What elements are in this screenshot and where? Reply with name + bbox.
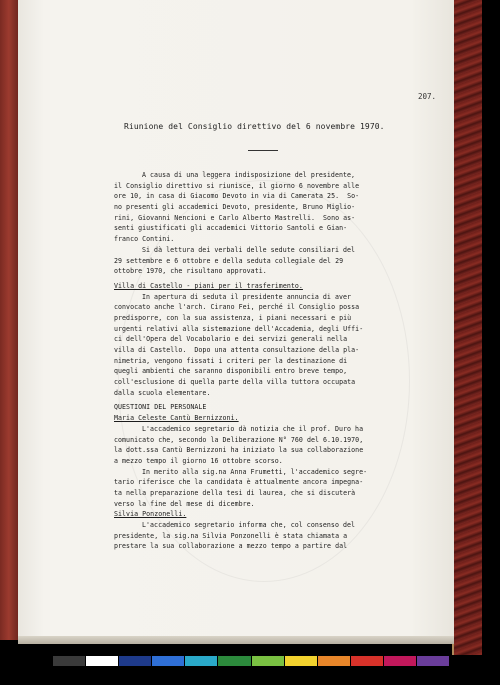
text-line: comunicato che, secondo la Deliberazione N° 760 del 6.10.1970,: [114, 435, 364, 444]
book-cover-edge: [452, 0, 482, 655]
section-heading-line: Maria Celeste Cantù Bernizzoni.: [114, 414, 239, 423]
text-line: dalla scuola elementare.: [114, 388, 211, 397]
color-swatch: [119, 656, 151, 666]
color-swatch: [185, 656, 217, 666]
text-line: a mezzo tempo il giorno 16 ottobre scorso.: [114, 456, 283, 465]
text-line: rini, Giovanni Nencioni e Carlo Alberto Mastrelli. Sono as-: [114, 213, 356, 222]
text-line: QUESTIONI DEL PERSONALE: [114, 403, 207, 412]
text-line: senti giustificati gli accademici Vittorio Santoli e Gian-: [114, 224, 348, 233]
title-rule: [248, 150, 278, 151]
text-line: L'accademico segretario informa che, col consenso del: [142, 521, 356, 529]
text-line: presidente, la sig.na Silvia Ponzonelli è stata chiamata a: [114, 531, 348, 540]
text-line: la dott.ssa Cantù Bernizzoni ha iniziato la sua collaborazione: [114, 446, 364, 455]
page-stack-edge: [18, 636, 454, 644]
color-calibration-strip: [20, 656, 450, 674]
text-line: tario riferisce che la candidata è attualmente ancora impegna-: [114, 478, 364, 487]
text-line: urgenti relativi alla sistemazione dell'Accademia, degli Uffi-: [114, 324, 364, 333]
color-swatch: [218, 656, 250, 666]
text-line: predisporre, con la sua assistenza, i piani necessari e più: [114, 313, 352, 322]
text-line: coll'esclusione di quella parte della villa tuttora occupata: [114, 378, 356, 387]
text-line: A causa di una leggera indisposizione del presidente,: [142, 171, 356, 179]
text-line: villa di Castello. Dopo una attenta consultazione della pla-: [114, 346, 360, 354]
meeting-title: Riunione del Consiglio direttivo del 6 novembre 1970.: [124, 122, 385, 131]
text-line: Si dà lettura dei verbali delle sedute consiliari del: [142, 245, 356, 254]
text-line: ci dell'Opera del Vocabolario e dei servizi generali nella: [114, 335, 348, 344]
color-swatch: [417, 656, 449, 666]
color-swatch: [152, 656, 184, 666]
text-line: 29 settembre e 6 ottobre e della seduta collegiale del 29: [114, 256, 344, 265]
text-line: il Consiglio direttivo si riunisce, il giorno 6 novembre alle: [114, 181, 360, 190]
section-heading-line: Villa di Castello - piani per il trasferimento.: [114, 281, 303, 290]
color-swatch: [285, 656, 317, 666]
text-line: In merito alla sig.na Anna Frumetti, l'accademico segre-: [142, 467, 368, 476]
section-heading-line: Silvia Ponzonelli.: [114, 510, 187, 519]
text-line: In apertura di seduta il presidente annuncia di aver: [142, 292, 352, 301]
text-line: nimetria, vengono fissati i criteri per la destinazione di: [114, 356, 348, 365]
text-line: quegli ambienti che saranno disponibili entro breve tempo,: [114, 367, 348, 376]
text-line: convocato anche l'arch. Cirano Fei, perché il Consiglio possa: [114, 303, 360, 312]
color-swatch: [252, 656, 284, 666]
text-line: L'accademico segretario dà notizia che il prof. Duro ha: [142, 424, 364, 433]
color-swatch: [86, 656, 118, 666]
color-swatch: [20, 656, 52, 666]
text-line: ore 10, in casa di Giacomo Devoto in via di Camerata 25. So-: [114, 192, 360, 201]
text-line: prestare la sua collaborazione a mezzo tempo a partire dal: [114, 542, 348, 551]
color-swatch: [318, 656, 350, 666]
text-line: no presenti gli accademici Devoto, presidente, Bruno Miglio-: [114, 203, 356, 212]
color-swatch: [351, 656, 383, 666]
text-line: ottobre 1970, che risultano approvati.: [114, 267, 267, 276]
color-swatch: [384, 656, 416, 666]
color-swatch: [53, 656, 85, 666]
document-body: [114, 170, 410, 552]
text-line: ta nella preparazione della tesi di laurea, che si discuterà: [114, 488, 356, 497]
text-line: verso la fine del mese di dicembre.: [114, 499, 255, 508]
page-number: 207.: [417, 92, 436, 101]
text-line: franco Contini.: [114, 235, 175, 244]
